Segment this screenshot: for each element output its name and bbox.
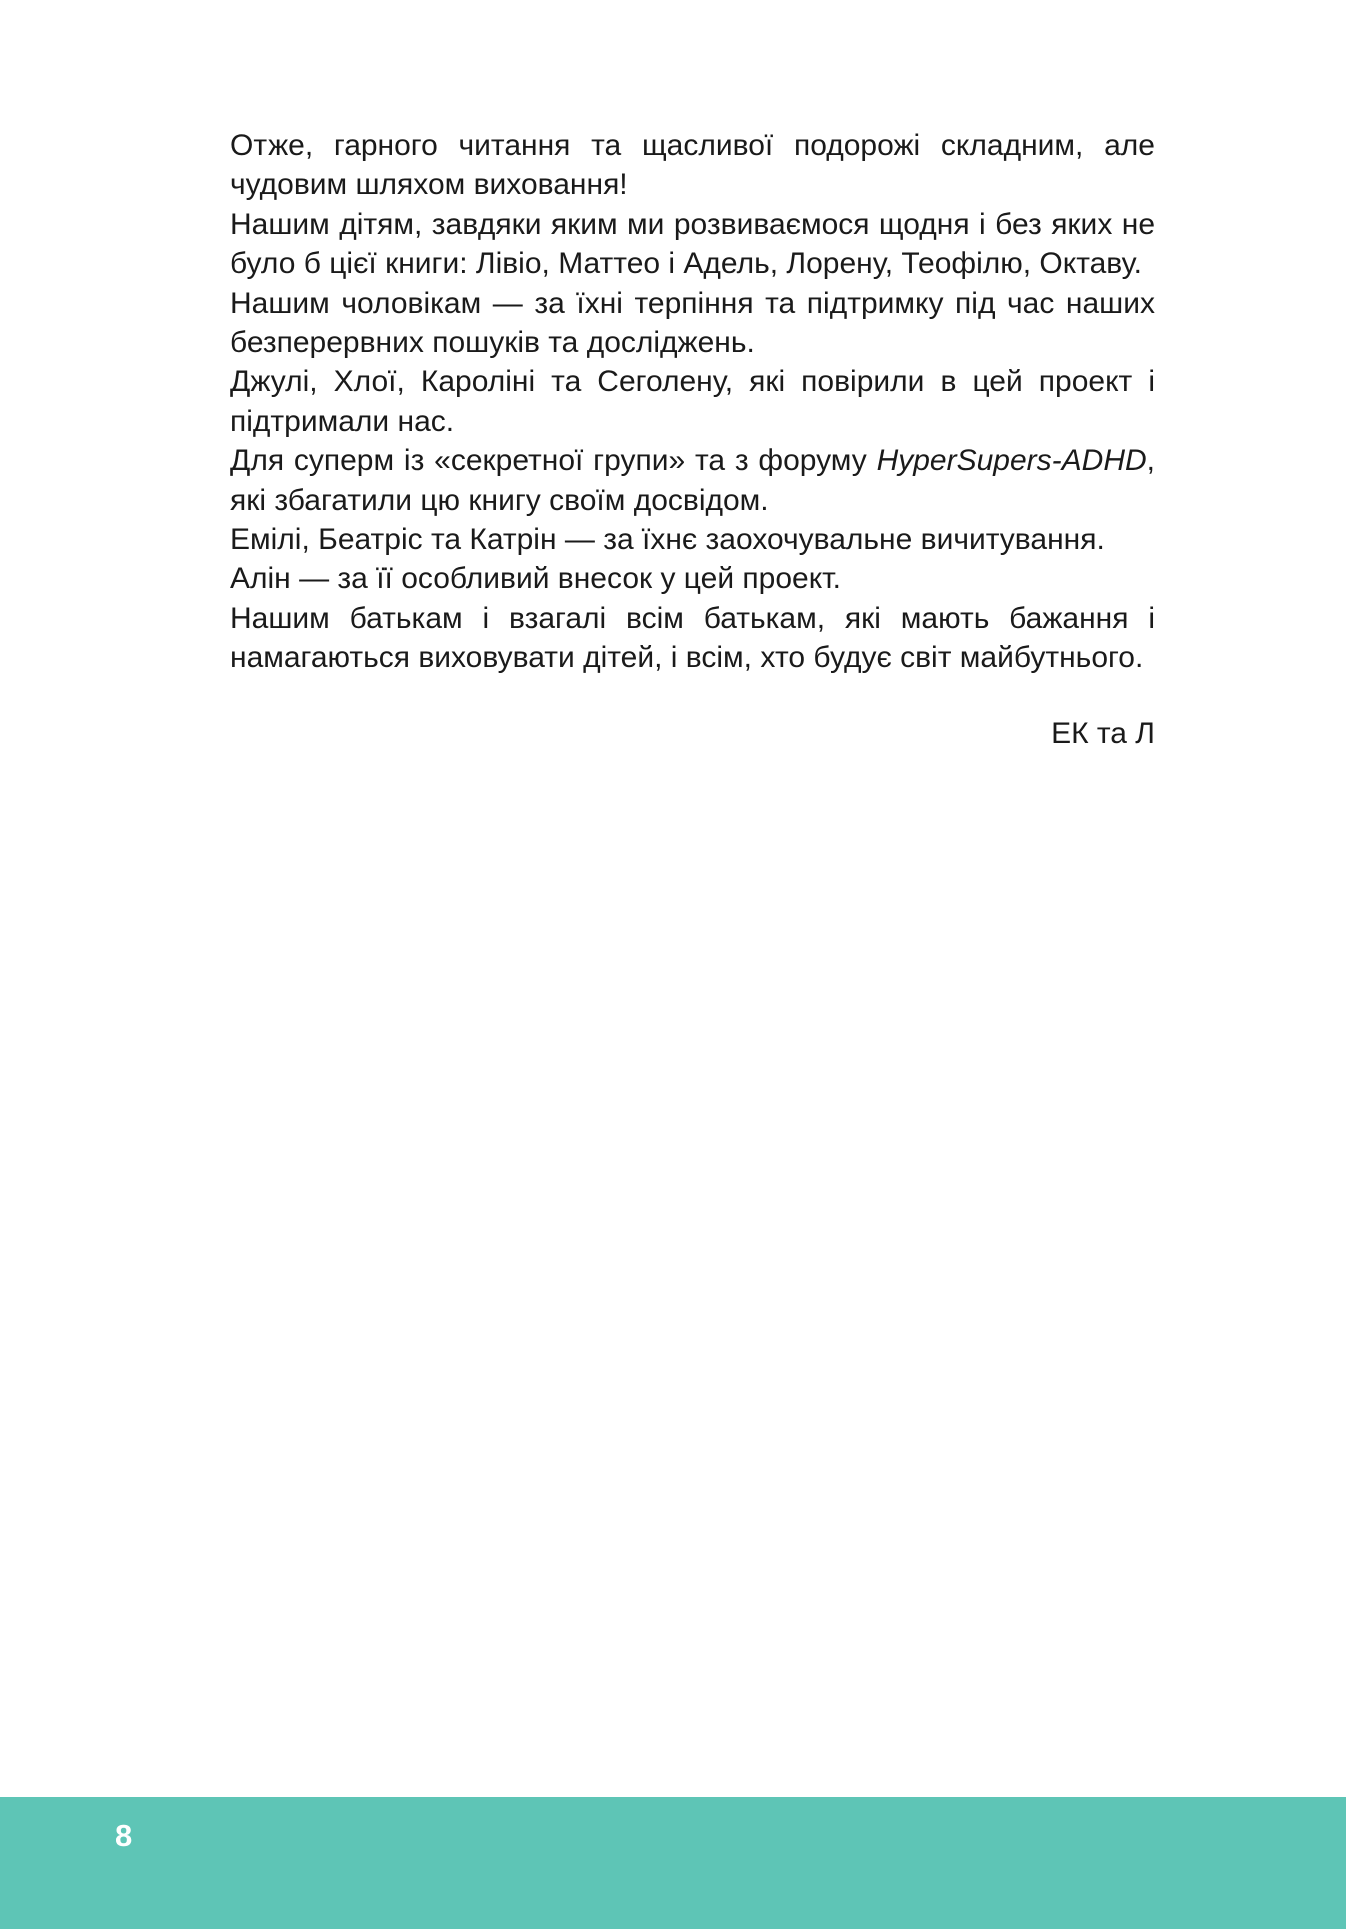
paragraph-proofreaders: Емілі, Беатріс та Катрін — за їхнє заохочувальне вичитування.	[230, 523, 1105, 557]
paragraph-forum-before: Для суперм із «секретної групи» та з форуму	[230, 444, 877, 478]
paragraph-intro: Отже, гарного читання та щасливої подорожі складним, але чудовим шляхом виховання!	[230, 129, 1155, 202]
forum-name: HyperSupers-ADHD	[876, 444, 1147, 478]
paragraph-parents: Нашим батькам і взагалі всім батькам, які мають бажання і намагаються виховувати дітей, і всім, хто будує світ майбутнього.	[230, 601, 1155, 675]
footer-band	[0, 1797, 1346, 1929]
paragraph-friends: Джулі, Хлої, Кароліні та Сеголену, які повірили в цей проект і підтримали нас.	[230, 365, 1155, 438]
paragraph-husbands: Нашим чоловікам — за їхні терпіння та підтримку під час наших безперервних пошуків та досліджень.	[230, 286, 1155, 360]
acknowledgements-text	[230, 126, 1155, 678]
paragraph-forum-after: , які збагатили цю книгу своїм досвідом.	[230, 444, 1155, 517]
signature: ЕК та Л	[1051, 717, 1155, 750]
paragraph-children: Нашим дітям, завдяки яким ми розвиваємося щодня і без яких не було б цієї книги: Лівіо, Маттео і Адель, Лорену, Теофілю, Октаву.	[230, 207, 1155, 281]
paragraph-contribution: Алін — за її особливий внесок у цей проект.	[230, 562, 841, 596]
paragraph-forum	[230, 441, 1155, 520]
page-number: 8	[115, 1818, 133, 1853]
